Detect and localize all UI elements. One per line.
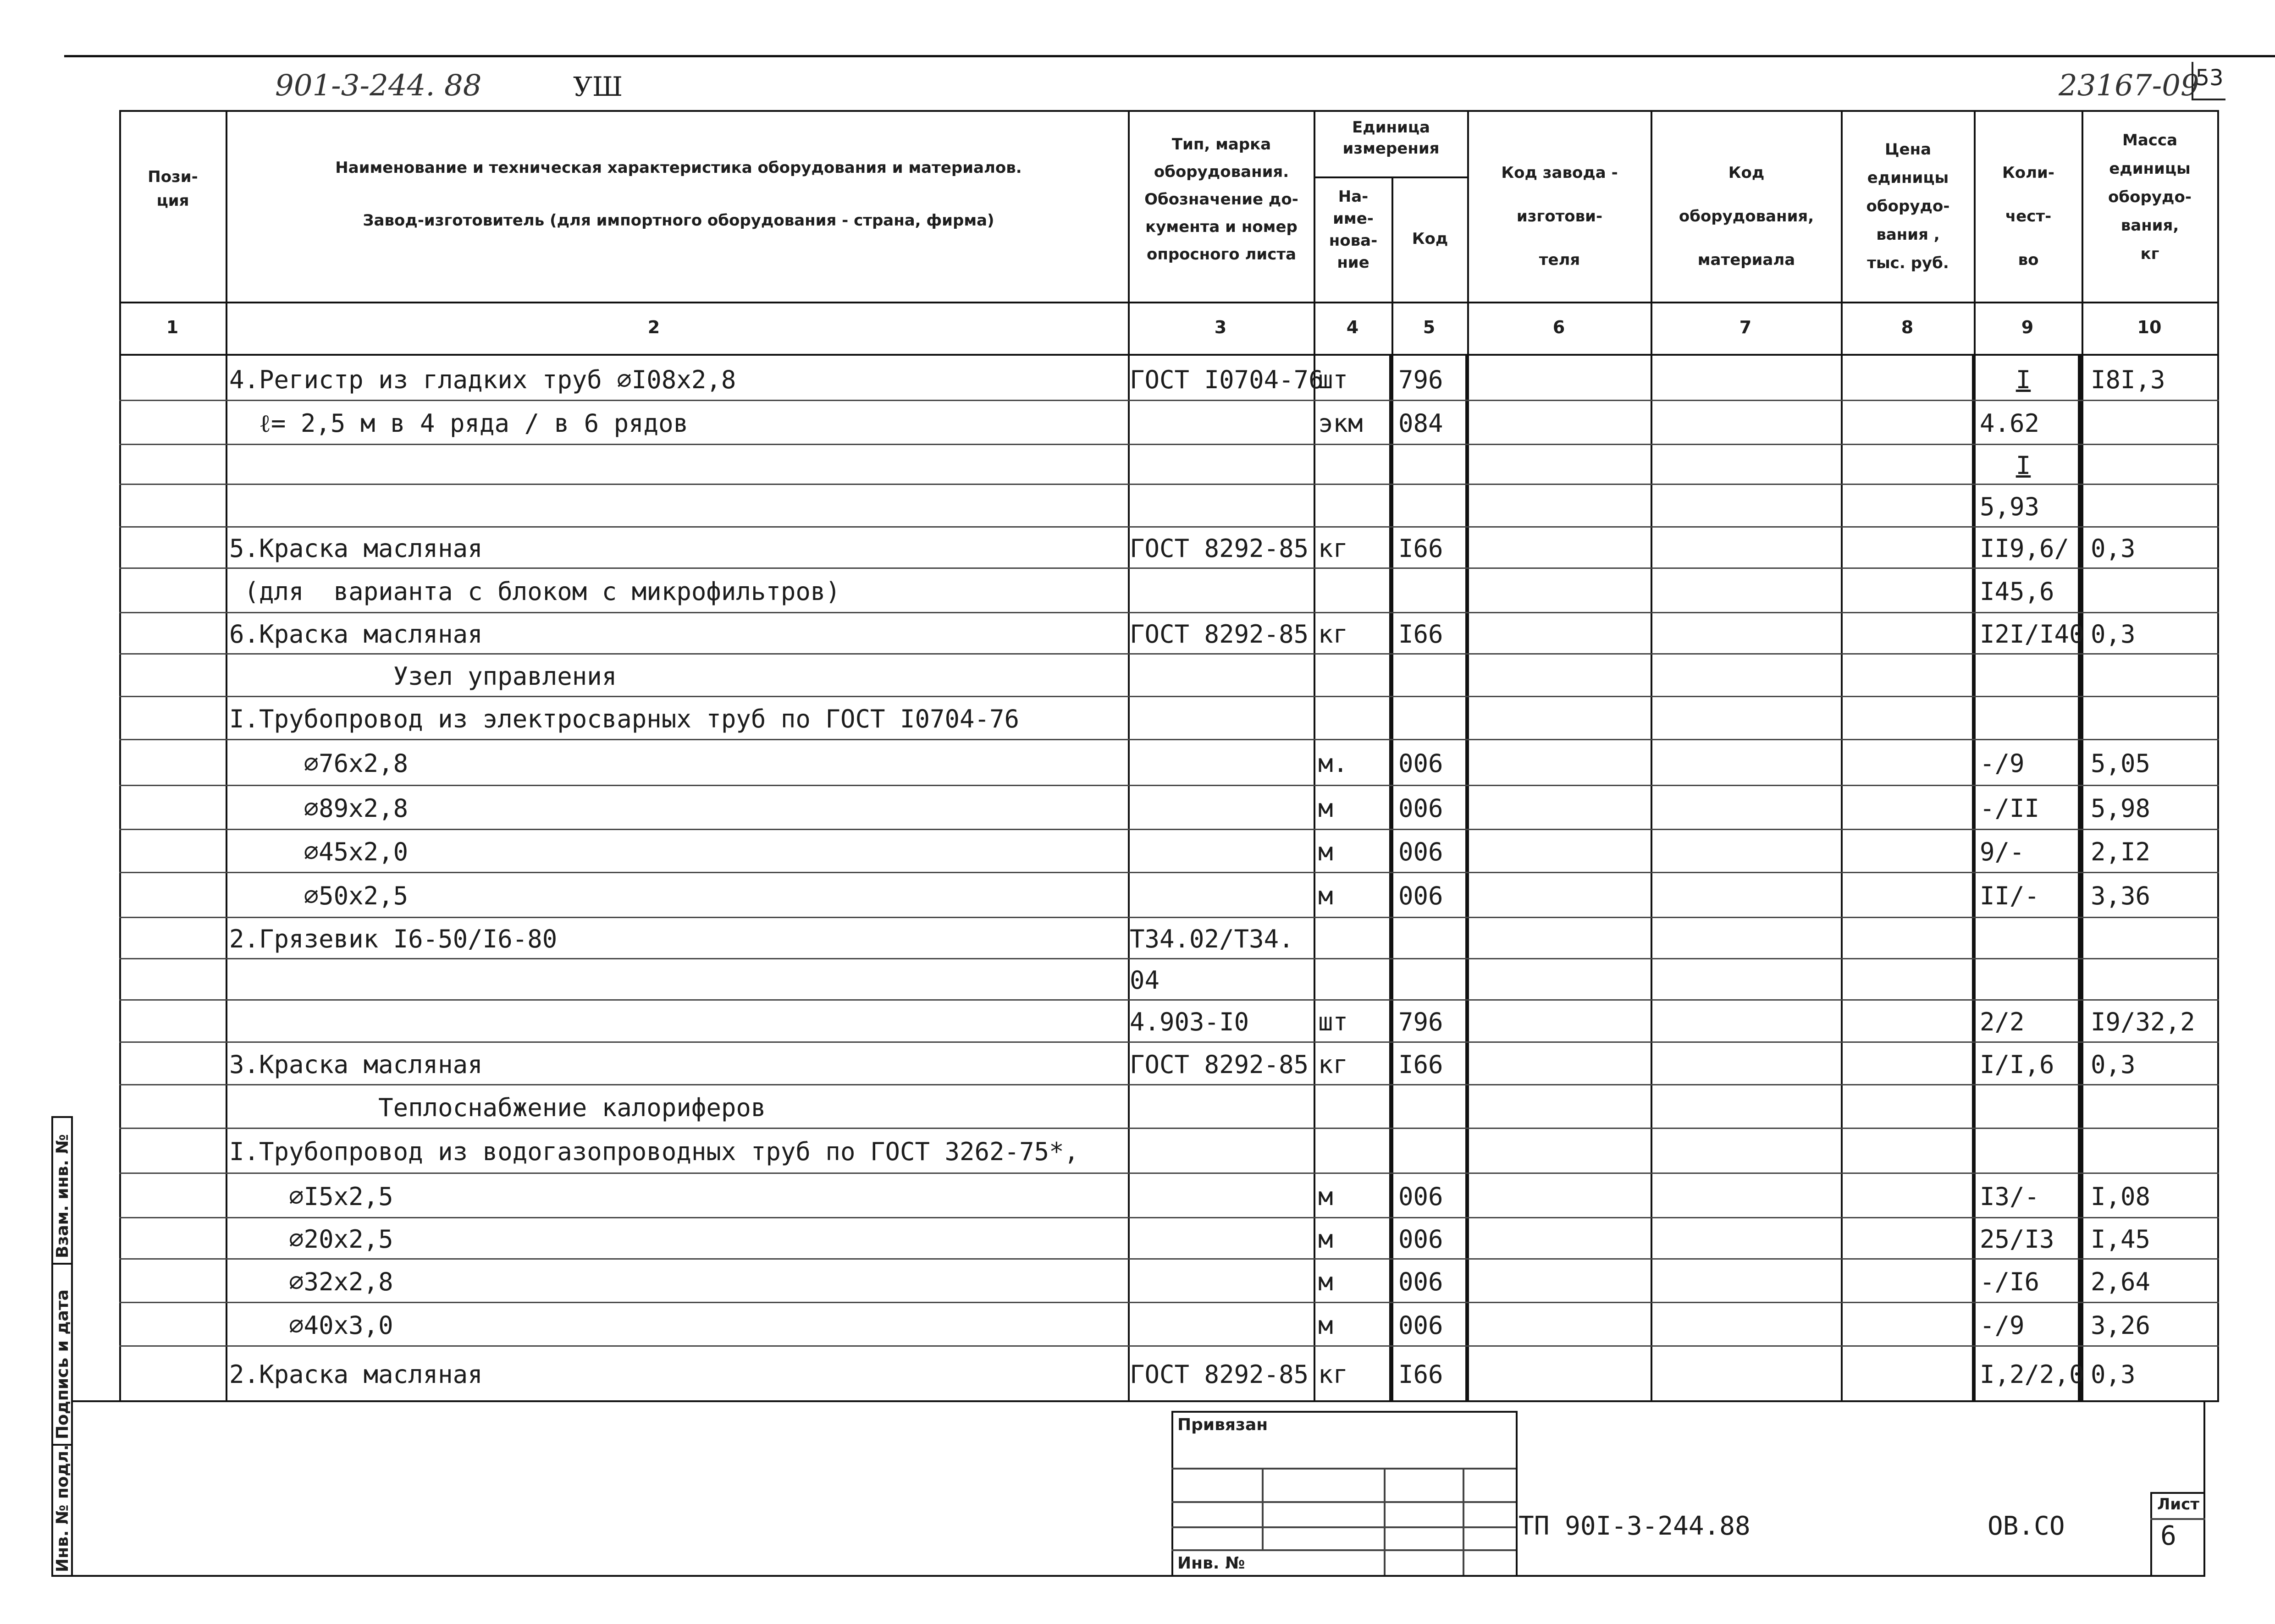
cell-type: ГОСТ I0704-76	[1130, 365, 1324, 394]
side-vzam: Взам. инв. №	[53, 1134, 72, 1258]
col-border-4	[1314, 110, 1315, 1400]
colnum-10: 10	[2137, 317, 2162, 337]
header-price: Цена единицы оборудо- вания , тыс. руб.	[1866, 140, 1950, 272]
header-type: Тип, марка оборудования. Обозначение до- кумента и номер опросного листа	[1144, 135, 1298, 264]
header-pos: Пози- ция	[148, 168, 198, 210]
row-divider	[119, 696, 2219, 697]
colnum-3: 3	[1214, 317, 1227, 337]
cell-qty: I3/-	[1980, 1182, 2040, 1211]
cell-name: ∅32x2,8	[229, 1267, 393, 1296]
cell-qty: I/I,6	[1980, 1050, 2054, 1079]
cell-unit: шт	[1318, 365, 1348, 394]
cell-unit: м	[1318, 881, 1333, 910]
row-divider	[119, 1173, 2219, 1174]
cell-code: 006	[1398, 1225, 1443, 1254]
cell-type: ГОСТ 8292-85	[1130, 1360, 1309, 1389]
left-strip-top	[51, 1116, 73, 1118]
cell-unit: экм	[1318, 409, 1363, 438]
cell-name: ∅50x2,5	[229, 881, 409, 910]
cell-name: (для варианта с блоком с микрофильтров)	[229, 577, 840, 606]
table-top-border	[119, 110, 2219, 112]
cell-name: ∅I5x2,5	[229, 1182, 393, 1211]
cell-qty: -/II	[1980, 794, 2040, 823]
row-divider	[119, 1084, 2219, 1085]
doc-designation: ТП 90I-3-244.88	[1519, 1511, 1750, 1541]
header-unit: Единица измерения	[1342, 118, 1440, 158]
cell-mass: 0,3	[2091, 534, 2136, 563]
cell-name: ℓ= 2,5 м в 4 ряда / в 6 рядов	[229, 409, 689, 438]
cell-type: Т34.02/Т34.	[1130, 925, 1294, 953]
cell-unit: м	[1318, 1225, 1333, 1254]
header-qty: Коли- чест- во	[2002, 164, 2054, 269]
cell-name: ∅40x3,0	[229, 1311, 393, 1340]
cell-name: ∅89x2,8	[229, 794, 409, 823]
cell-mass: 0,3	[2091, 1050, 2136, 1079]
colnum-bottom-border	[119, 354, 2219, 356]
cell-name: ∅76x2,8	[229, 749, 409, 778]
cell-name: 5.Краска масляная	[229, 534, 483, 563]
cell-mass: 5,05	[2091, 749, 2151, 778]
colnum-5: 5	[1423, 317, 1436, 337]
code-col-heavy-right	[1465, 354, 1469, 1400]
cell-name: ∅45x2,0	[229, 837, 409, 866]
cell-name: 2.Краска масляная	[229, 1360, 483, 1389]
cell-mass: 3,26	[2091, 1311, 2151, 1340]
cell-mass: I,08	[2091, 1182, 2151, 1211]
cell-qty: 4.62	[1980, 409, 2040, 438]
qty-col-heavy-left	[1972, 354, 1976, 1400]
row-divider	[119, 400, 2219, 401]
row-divider	[119, 739, 2219, 740]
cell-code: 006	[1398, 1267, 1443, 1296]
cell-unit: кг	[1318, 534, 1348, 563]
row-divider	[119, 484, 2219, 485]
code-col-heavy-left	[1389, 354, 1393, 1400]
header-plant-code: Код завода - изготови- теля	[1501, 164, 1618, 269]
colnum-6: 6	[1552, 317, 1565, 337]
cell-qty: II9,6/	[1980, 534, 2070, 563]
cell-unit: кг	[1318, 1360, 1348, 1389]
cell-mass: I9/32,2	[2091, 1007, 2195, 1036]
cell-qty: -/9	[1980, 749, 2025, 778]
left-strip-div1	[51, 1263, 73, 1265]
cell-unit: кг	[1318, 1050, 1348, 1079]
row-divider	[119, 785, 2219, 786]
row-divider	[119, 567, 2219, 569]
col-border-11	[2217, 110, 2219, 1400]
cell-code: 006	[1398, 749, 1443, 778]
col-border-1	[119, 110, 121, 1400]
unit-subheader-divider	[1314, 176, 1467, 178]
cell-code: 006	[1398, 1182, 1443, 1211]
cell-name: ∅20x2,5	[229, 1225, 393, 1254]
archive-code-handwritten: 23167-09	[2059, 69, 2199, 103]
row-divider	[119, 653, 2219, 655]
cell-qty: 5,93	[1980, 492, 2040, 521]
cell-unit: м	[1318, 1267, 1333, 1296]
cell-qty: I	[2015, 451, 2031, 480]
cell-type: 04	[1130, 966, 1160, 995]
cell-type: ГОСТ 8292-85	[1130, 1050, 1309, 1079]
cell-mass: I,45	[2091, 1225, 2151, 1254]
doc-code-handwritten: 901-3-244. 88	[275, 69, 482, 103]
stamp-right	[1516, 1411, 1518, 1575]
qty-col-heavy-right	[2078, 354, 2082, 1400]
cell-type: ГОСТ 8292-85	[1130, 534, 1309, 563]
cell-qty: I2I/I40	[1980, 620, 2084, 649]
stamp-col3	[1463, 1468, 1464, 1575]
cell-name: Теплоснабжение калориферов	[229, 1093, 766, 1122]
header-name-line2: Завод-изготовитель (для импортного оборудования - страна, фирма)	[363, 211, 994, 230]
cell-qty: 25/I3	[1980, 1225, 2054, 1254]
table-bottom-border	[71, 1400, 2219, 1402]
row-divider	[119, 1217, 2219, 1218]
cell-unit: м	[1318, 1182, 1333, 1211]
row-divider	[119, 829, 2219, 830]
row-divider	[119, 1258, 2219, 1260]
sheet-box-left	[2150, 1492, 2152, 1575]
frame-top-line	[64, 55, 2275, 57]
cell-code: 006	[1398, 794, 1443, 823]
col-border-2	[226, 110, 227, 1400]
col-border-3	[1128, 110, 1130, 1400]
frame-bottom-line	[71, 1575, 2205, 1577]
header-equip-code: Код оборудования, материала	[1679, 164, 1814, 269]
cell-unit: шт	[1318, 1007, 1348, 1036]
cell-code: 796	[1398, 1007, 1443, 1036]
cell-mass: 3,36	[2091, 881, 2151, 910]
cell-code: 006	[1398, 881, 1443, 910]
cell-qty: I	[2015, 365, 2031, 394]
row-divider	[119, 1345, 2219, 1347]
stamp-inv-no: Инв. №	[1177, 1554, 1245, 1573]
stamp-col1	[1262, 1468, 1264, 1549]
cell-name: 2.Грязевик I6-50/I6-80	[229, 925, 558, 953]
row-divider	[119, 999, 2219, 1001]
row-divider	[119, 612, 2219, 613]
cell-unit: м	[1318, 794, 1333, 823]
colnum-7: 7	[1739, 317, 1752, 337]
header-name-line1: Наименование и техническая характеристика оборудования и материалов.	[335, 159, 1022, 177]
row-divider	[119, 917, 2219, 918]
colnum-4: 4	[1346, 317, 1359, 337]
row-divider	[119, 958, 2219, 959]
cell-qty: -/I6	[1980, 1267, 2040, 1296]
left-strip-bottom	[51, 1575, 73, 1577]
cell-code: I66	[1398, 534, 1443, 563]
row-divider	[119, 872, 2219, 873]
row-divider	[119, 1041, 2219, 1043]
sheet-box-mid	[2150, 1518, 2205, 1520]
row-divider	[119, 444, 2219, 445]
cell-mass: 2,I2	[2091, 837, 2151, 866]
colnum-1: 1	[166, 317, 179, 337]
cell-unit: кг	[1318, 620, 1348, 649]
col-border-8	[1841, 110, 1843, 1400]
colnum-8: 8	[1901, 317, 1914, 337]
cell-code: 006	[1398, 1311, 1443, 1340]
cell-mass: 0,3	[2091, 620, 2136, 649]
stamp-privyazan: Привязан	[1177, 1415, 1268, 1434]
cell-name: 4.Регистр из гладких труб ∅I08x2,8	[229, 365, 736, 394]
cell-unit: м	[1318, 837, 1333, 866]
row-divider	[119, 1302, 2219, 1303]
sheet-box-top	[2150, 1492, 2205, 1494]
cell-code: I66	[1398, 1050, 1443, 1079]
side-podpis: Подпись и дата	[53, 1289, 72, 1439]
sheet-number: 6	[2160, 1520, 2176, 1551]
header-unit-code: Код	[1412, 230, 1448, 248]
cell-unit: м.	[1318, 749, 1348, 778]
cell-name: 6.Краска масляная	[229, 620, 483, 649]
cell-type: 4.903-I0	[1130, 1007, 1249, 1036]
header-bottom-border	[119, 302, 2219, 303]
doc-mark: ОВ.СО	[1988, 1511, 2065, 1541]
cell-qty: 9/-	[1980, 837, 2025, 866]
cell-code: I66	[1398, 1360, 1443, 1389]
cell-mass: 0,3	[2091, 1360, 2136, 1389]
colnum-2: 2	[647, 317, 660, 337]
cell-mass: 2,64	[2091, 1267, 2151, 1296]
side-inv-podl: Инв. № подл.	[53, 1444, 72, 1572]
cell-name: I.Трубопровод из водогазопроводных труб по ГОСТ 3262-75*,	[229, 1137, 1079, 1166]
header-mass: Масса единицы оборудо- вания, кг	[2108, 131, 2192, 263]
col-border-7	[1651, 110, 1652, 1400]
cell-code: 084	[1398, 409, 1443, 438]
frame-right-line	[2203, 1400, 2205, 1577]
page-number: 53	[2192, 62, 2225, 100]
stamp-col2	[1384, 1468, 1386, 1575]
cell-mass: 5,98	[2091, 794, 2151, 823]
cell-qty: 2/2	[1980, 1007, 2025, 1036]
cell-code: 006	[1398, 837, 1443, 866]
cell-code: 796	[1398, 365, 1443, 394]
cell-mass: I8I,3	[2091, 365, 2165, 394]
cell-name: Узел управления	[229, 662, 617, 691]
sheet-label: Лист	[2157, 1495, 2199, 1514]
stamp-top	[1171, 1411, 1518, 1413]
header-unit-name: На- име- нова- ние	[1329, 187, 1378, 272]
colnum-9: 9	[2021, 317, 2034, 337]
row-divider	[119, 526, 2219, 528]
cell-unit: м	[1318, 1311, 1333, 1340]
cell-qty: I45,6	[1980, 577, 2054, 606]
cell-type: ГОСТ 8292-85	[1130, 620, 1309, 649]
cell-qty: I,2/2,0	[1980, 1360, 2084, 1389]
cell-qty: -/9	[1980, 1311, 2025, 1340]
row-divider	[119, 1128, 2219, 1129]
cell-name: I.Трубопровод из электросварных труб по ГОСТ I0704-76	[229, 705, 1020, 733]
col-border-10	[2082, 110, 2083, 1400]
cell-qty: II/-	[1980, 881, 2040, 910]
cell-code: I66	[1398, 620, 1443, 649]
cell-name: 3.Краска масляная	[229, 1050, 483, 1079]
section-code: УШ	[573, 71, 623, 102]
